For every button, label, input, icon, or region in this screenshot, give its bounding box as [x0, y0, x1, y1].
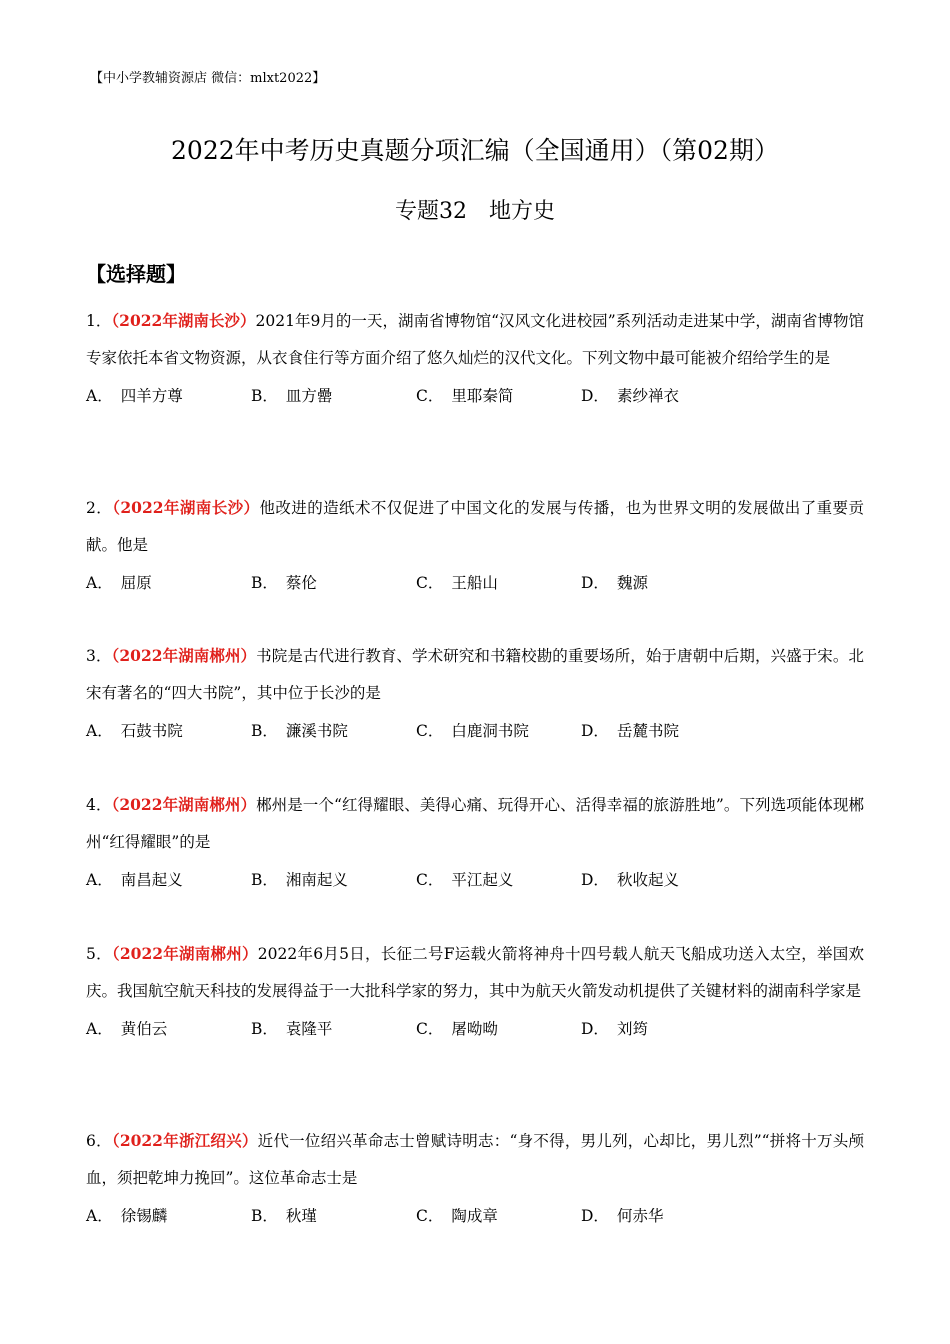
subtitle-topic: 专题32 — [394, 199, 467, 224]
subtitle-name: 地方史 — [488, 199, 555, 224]
option-letter: B． — [251, 1019, 278, 1038]
option-letter: D． — [581, 573, 609, 592]
option-text: 黄伯云 — [120, 1019, 168, 1038]
question-6-options — [86, 1198, 864, 1235]
question-text: 书院是古代进行教育、学术研究和书籍校勘的重要场所，始于唐朝中后期，兴盛于宋。北宋有著名的“四大书院”，其中位于长沙的是 — [86, 647, 864, 703]
option-c — [416, 565, 581, 602]
option-d — [581, 713, 746, 750]
option-text: 何赤华 — [616, 1206, 664, 1225]
option-text: 石鼓书院 — [120, 721, 183, 740]
option-text: 秋瑾 — [285, 1206, 317, 1225]
question-5-options — [86, 1011, 864, 1048]
question-text: 郴州是一个“红得耀眼、美得心痛、玩得开心、活得幸福的旅游胜地”。下列选项能体现郴州“红得耀眼”的是 — [86, 796, 864, 852]
section-heading: 【选择题】 — [86, 262, 186, 286]
option-c — [416, 713, 581, 750]
option-text: 秋收起义 — [616, 870, 679, 889]
page-subtitle — [0, 197, 950, 227]
option-text: 白鹿洞书院 — [451, 721, 529, 740]
question-6-stem — [86, 1122, 864, 1198]
question-3-stem — [86, 637, 864, 713]
option-letter: B． — [251, 721, 278, 740]
question-number: 3． — [86, 647, 112, 665]
option-letter: C． — [416, 870, 444, 889]
option-letter: D． — [581, 386, 609, 405]
page-title: 2022年中考历史真题分项汇编（全国通用）（第02期） — [171, 136, 779, 165]
option-letter: B． — [251, 386, 278, 405]
question-5-stem — [86, 935, 864, 1011]
option-d — [581, 1011, 746, 1048]
question-source: （2022年湖南郴州） — [111, 646, 257, 665]
question-2-options — [86, 565, 864, 602]
option-b — [251, 565, 416, 602]
question-6 — [86, 1122, 864, 1235]
option-text: 岳麓书院 — [616, 721, 679, 740]
question-number: 4． — [86, 796, 112, 814]
option-a — [86, 1198, 251, 1235]
option-a — [86, 862, 251, 899]
question-text: 2022年6月5日，长征二号F运载火箭将神舟十四号载人航天飞船成功送入太空，举国欢庆。我国航空航天科技的发展得益于一大批科学家的努力，其中为航天火箭发动机提供了关键材料的湖南科学家是 — [86, 945, 864, 1001]
option-letter: D． — [581, 721, 609, 740]
option-letter: C． — [416, 573, 444, 592]
option-d — [581, 862, 746, 899]
question-3-options — [86, 713, 864, 750]
option-text: 平江起义 — [451, 870, 514, 889]
option-text: 里耶秦简 — [451, 386, 514, 405]
option-text: 蔡伦 — [285, 573, 317, 592]
question-source: （2022年湖南长沙） — [111, 311, 256, 330]
option-letter: A． — [86, 1206, 113, 1225]
question-3 — [86, 637, 864, 750]
option-text: 刘筠 — [616, 1019, 648, 1038]
option-a — [86, 713, 251, 750]
option-letter: C． — [416, 386, 444, 405]
option-text: 湘南起义 — [285, 870, 348, 889]
question-4 — [86, 786, 864, 899]
option-b — [251, 1011, 416, 1048]
option-letter: A． — [86, 386, 113, 405]
question-2-stem — [86, 489, 864, 565]
option-letter: A． — [86, 870, 113, 889]
option-text: 皿方罍 — [285, 386, 333, 405]
option-text: 南昌起义 — [120, 870, 183, 889]
question-number: 1． — [86, 312, 112, 330]
question-4-options — [86, 862, 864, 899]
option-letter: D． — [581, 1019, 609, 1038]
option-d — [581, 1198, 746, 1235]
option-letter: C． — [416, 721, 444, 740]
question-source: （2022年湖南郴州） — [111, 795, 257, 814]
question-number: 5． — [86, 945, 112, 963]
option-a — [86, 565, 251, 602]
question-text: 他改进的造纸术不仅促进了中国文化的发展与传播，也为世界文明的发展做出了重要贡献。他是 — [86, 499, 864, 555]
option-letter: B． — [251, 1206, 278, 1225]
option-text: 濂溪书院 — [285, 721, 348, 740]
question-1 — [86, 302, 864, 415]
option-letter: C． — [416, 1019, 444, 1038]
question-text: 2021年9月的一天，湖南省博物馆“汉风文化进校园”系列活动走进某中学，湖南省博物馆专家依托本省文物资源，从衣食住行等方面介绍了悠久灿烂的汉代文化。下列文物中最可能被介绍给学生的是 — [86, 312, 864, 368]
question-1-options — [86, 378, 864, 415]
option-c — [416, 1198, 581, 1235]
option-text: 魏源 — [616, 573, 648, 592]
question-number: 6． — [86, 1132, 112, 1150]
option-letter: A． — [86, 721, 113, 740]
option-letter: D． — [581, 1206, 609, 1225]
question-text: 近代一位绍兴革命志士曾赋诗明志：“身不得，男儿列，心却比，男儿烈”“拼将十万头颅血，须把乾坤力挽回”。这位革命志士是 — [86, 1132, 864, 1188]
option-d — [581, 565, 746, 602]
option-text: 屠呦呦 — [451, 1019, 498, 1038]
option-c — [416, 1011, 581, 1048]
question-source: （2022年湖南长沙） — [112, 498, 260, 517]
option-letter: C． — [416, 1206, 444, 1225]
option-letter: D． — [581, 870, 609, 889]
option-text: 王船山 — [451, 573, 498, 592]
question-number: 2． — [86, 499, 113, 517]
option-text: 屈原 — [120, 573, 152, 592]
option-letter: B． — [251, 870, 278, 889]
question-5 — [86, 935, 864, 1048]
question-source: （2022年湖南郴州） — [111, 944, 258, 963]
question-2 — [86, 489, 864, 602]
question-1-stem — [86, 302, 864, 378]
option-b — [251, 378, 416, 415]
option-c — [416, 862, 581, 899]
option-b — [251, 713, 416, 750]
option-a — [86, 1011, 251, 1048]
option-text: 素纱禅衣 — [616, 386, 679, 405]
option-letter: A． — [86, 1019, 113, 1038]
option-b — [251, 1198, 416, 1235]
watermark-text: 【中小学教辅资源店 微信：mlxt2022】 — [90, 71, 326, 86]
option-text: 四羊方尊 — [120, 386, 183, 405]
option-text: 袁隆平 — [285, 1019, 333, 1038]
option-text: 陶成章 — [451, 1206, 498, 1225]
option-letter: A． — [86, 573, 113, 592]
option-text: 徐锡麟 — [120, 1206, 168, 1225]
option-b — [251, 862, 416, 899]
option-letter: B． — [251, 573, 278, 592]
question-4-stem — [86, 786, 864, 862]
question-source: （2022年浙江绍兴） — [111, 1131, 258, 1150]
option-d — [581, 378, 746, 415]
option-c — [416, 378, 581, 415]
option-a — [86, 378, 251, 415]
